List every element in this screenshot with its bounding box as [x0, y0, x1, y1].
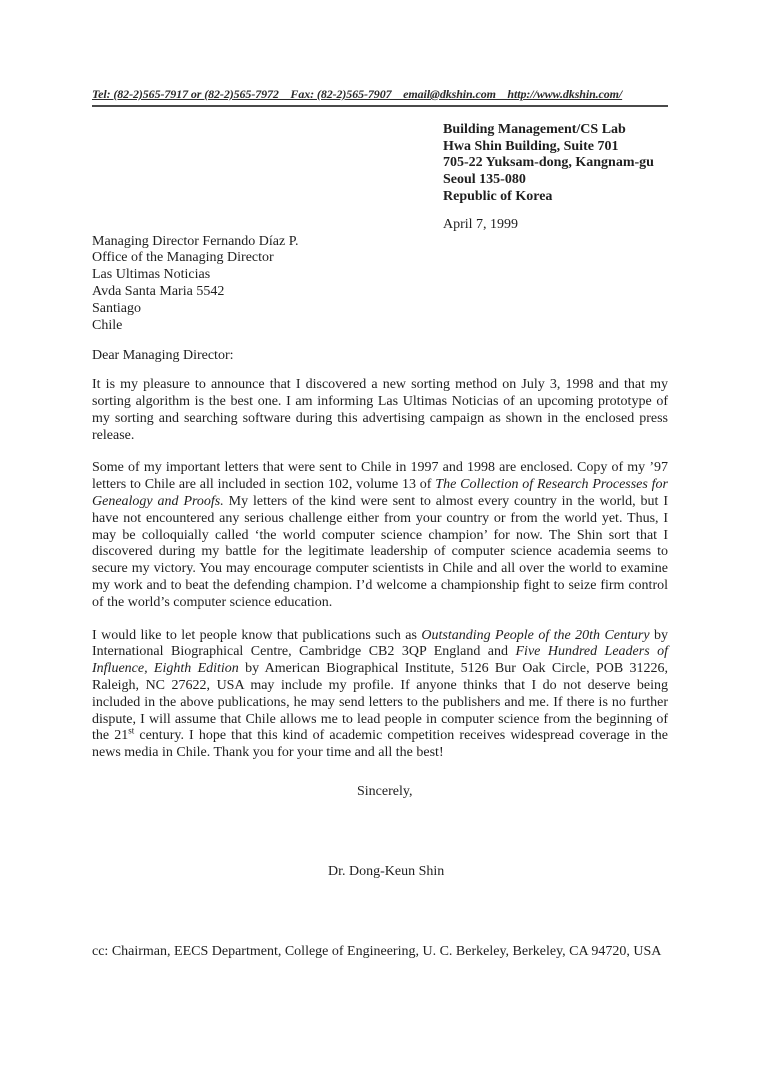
superscript-text: st — [128, 725, 135, 736]
paragraph-text: by International Biographical Centre, Cambridge CB2 3QP England and — [92, 627, 669, 660]
paragraph-text: Some of my important letters that were sent to Chile in 1997 and 1998 are enclosed. Copy of my ’97 letters to Chile are all included in section 102, volume 13 of — [92, 460, 668, 493]
recipient-address-line: Office of the Managing Director — [92, 250, 274, 266]
italic-title: Five Hundred Leaders of Influence, Eighth Edition — [92, 644, 669, 677]
letterhead-contact-line: Tel: (82-2)565-7917 or (82-2)565-7972 Fax: (82-2)565-7907 email@dkshin.com http://www.dkshin.com/ — [92, 86, 668, 107]
recipient-address-line: Santiago — [92, 300, 141, 316]
paragraph-text: by American Biographical Institute, 5126 Bur Oak Circle, POB 31226, Raleigh, NC 27622, USA may include my profile. If anyone thinks that I do not deserve being included in the above publications, he may send letters to the publishers and me. If there is no further dispute, I will assume that Chile allows me to lead people in computer science from the beginning of the 21 — [92, 661, 668, 744]
sender-address-block — [443, 122, 668, 206]
recipient-address-line: Avda Santa Maria 5542 — [92, 283, 225, 299]
sender-address-line: Hwa Shin Building, Suite 701 — [443, 138, 619, 154]
paragraph-text: It is my pleasure to announce that I discovered a new sorting method on July 3, 1998 and that my sorting algorithm is the best one. I am informing Las Ultimas Noticias of an upcoming prototype of my sorting and searching software during this advertising campaign as shown in the enclosed press release. — [92, 377, 668, 443]
recipient-address-line: Chile — [92, 317, 123, 333]
paragraph-text: My letters of the kind were sent to almost every country in the world, but I have not encountered any serious challenge either from your country or from the world yet. Thus, I may be colloquially called ‘the world computer science champion’ for now. The Shin sort that I discovered during my battle for the legitimate leadership of computer science academia seems to secure my victory. You may encourage computer scientists in Chile and all over the world to examine my work and to beat the defending champion. I’d welcome a championship fight to seize firm control of the world’s computer science education. — [92, 493, 668, 610]
italic-title: The Collection of Research Processes for Genealogy and Proofs. — [92, 477, 668, 509]
body-paragraph — [92, 628, 668, 762]
recipient-address-line: Managing Director Fernando Díaz P. — [92, 233, 299, 249]
sender-address-line: Seoul 135-080 — [443, 172, 526, 188]
signature-name: Dr. Dong-Keun Shin — [328, 863, 445, 879]
salutation: Dear Managing Director: — [92, 348, 234, 364]
sender-address-line: Republic of Korea — [443, 188, 553, 204]
paragraph-text: I would like to let people know that publications such as — [92, 627, 422, 643]
body-paragraph — [92, 460, 668, 611]
letter-body — [92, 377, 668, 762]
sender-address-line: Building Management/CS Lab — [443, 121, 626, 137]
closing: Sincerely, — [357, 783, 413, 799]
recipient-address-block — [92, 234, 668, 335]
italic-title: Outstanding People of the 20th Century — [421, 627, 650, 643]
cc-line: cc: Chairman, EECS Department, College of Engineering, U. C. Berkeley, Berkeley, CA 94720, USA — [92, 944, 662, 960]
letter-date: April 7, 1999 — [443, 216, 519, 232]
sender-address-line: 705-22 Yuksam-dong, Kangnam-gu — [443, 155, 654, 171]
recipient-address-line: Las Ultimas Noticias — [92, 267, 211, 283]
body-paragraph — [92, 377, 668, 444]
paragraph-text: century. I hope that this kind of academic competition receives widespread coverage in the news media in Chile. Thank you for your time and all the best! — [92, 728, 669, 761]
